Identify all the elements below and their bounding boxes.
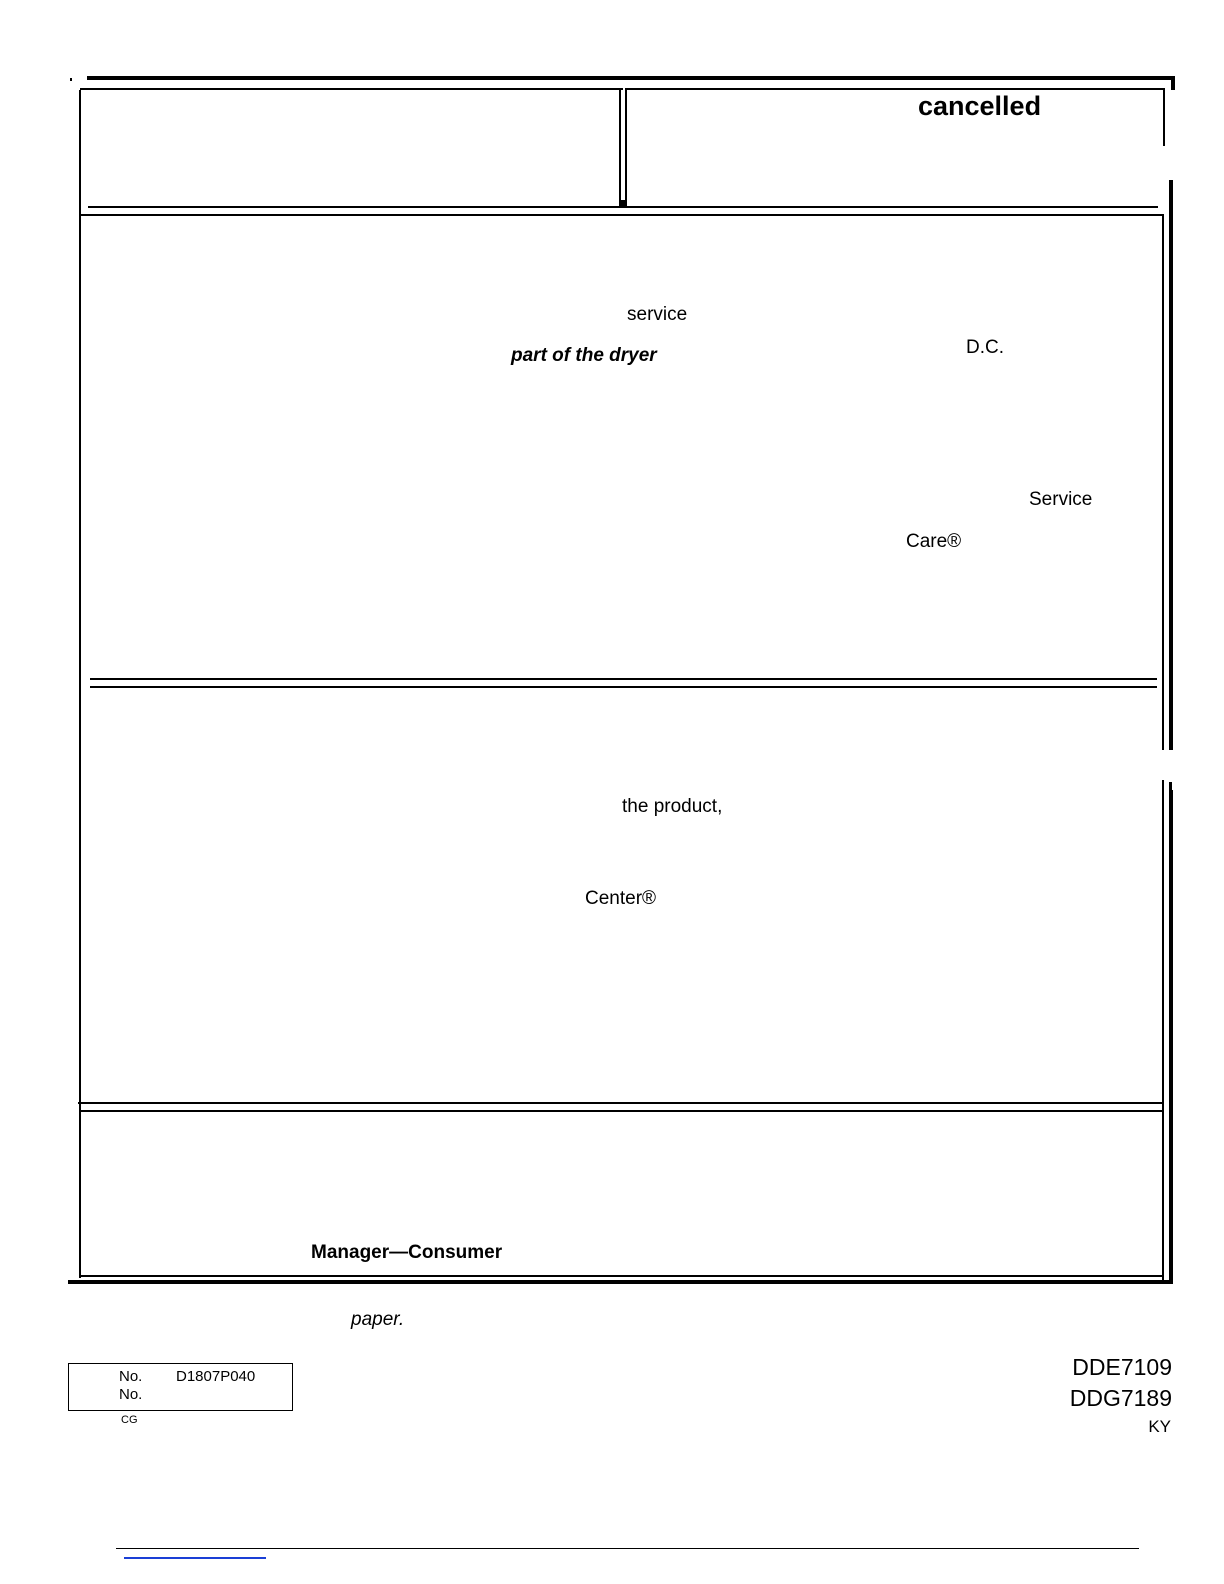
link-underline[interactable] [124,1557,266,1559]
section-rule-bottom [90,686,1157,688]
model-number-1: DDE7109 [1072,1354,1172,1380]
publication-number-box [68,1363,293,1411]
bottom-border-rule [68,1280,1173,1284]
header-divider-foot [621,200,625,208]
pub-row1-value: D1807P040 [176,1368,256,1385]
pub-row1-label: No. [119,1368,143,1385]
top-border-rule [87,76,1175,80]
right-border-upper [1162,214,1164,750]
header-bottom-rule-2 [80,214,1164,216]
header-left-box-top [80,88,623,90]
top-left-dot [70,78,72,81]
header-divider-left [619,88,621,208]
pub-row2-label: No. [119,1386,143,1403]
right-border-thick-lower [1169,790,1173,1284]
right-border-lower [1162,780,1164,1280]
left-border [79,90,81,1278]
header-divider-right [625,88,627,208]
warrantor-rule-bottom [80,1110,1164,1112]
model-number-2: DDG7189 [1069,1385,1172,1411]
header-right-box-edge [1163,90,1165,146]
section-rule-top [90,678,1157,680]
right-border-tick [1169,782,1172,790]
bottom-inner-rule [80,1275,1164,1277]
coverage-service-text: service [627,304,688,325]
cancelled-heading: cancelled [918,91,1042,121]
coverage-care-text: Care® [906,531,962,552]
header-right-box-top [625,88,1165,90]
warrantor-manager-text: Manager—Consumer [311,1242,503,1263]
coverage-part-of-dryer-text: part of the dryer [511,345,657,366]
exclusions-the-product-text: the product, [622,796,723,817]
coverage-service-cap-text: Service [1029,489,1093,510]
exclusions-center-text: Center® [585,888,657,909]
pub-row3-label: CG [121,1414,138,1426]
coverage-dc-text: D.C. [966,337,1004,358]
page-bottom-rule [116,1548,1139,1549]
state-code: KY [1148,1417,1171,1436]
top-right-corner-tick [1171,76,1175,90]
warrantor-rule-top [78,1102,1164,1104]
right-border-thick-upper [1169,180,1173,750]
footer-paper-text: paper. [351,1309,405,1330]
